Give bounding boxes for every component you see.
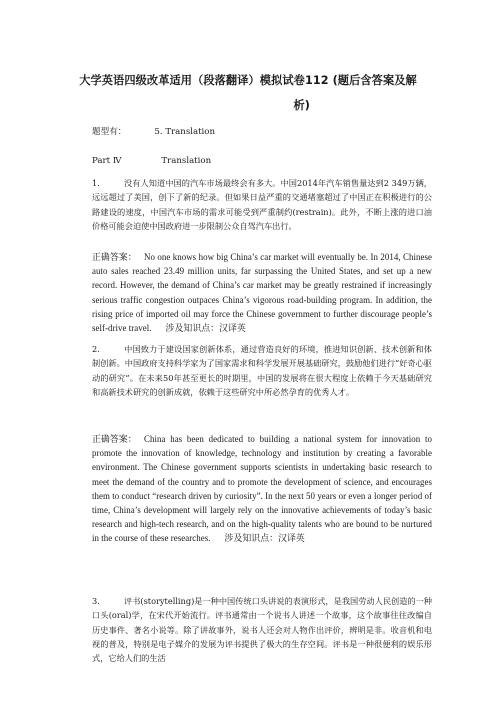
question-type-label: 题型有： [92, 127, 127, 137]
question-number: 2. [92, 344, 100, 354]
answer-1 [92, 250, 432, 335]
question-text: 评书(storytelling)是一种中国传统口头讲说的表演形式，是我国劳动人民创造的一种口头(oral)学，在宋代开始流行。评书通常由一个说书人讲述一个故事，这个故事往往改编自历史事件、著名小说等。除了讲故事外，说书人还会对人物作出评价，辨明是非。收音机和电视的普及，特别是电子媒介的发展为评书提供了极大的生存空间。评书是一种很便利的娱乐形式，它给人们的生活 [92, 596, 432, 664]
answer-text: China has been dedicated to building a national system for innovation to promote the innovation of knowledge, technology and institution by creating a favorable environment. The Chinese government supports scientists in undertaking basic research to meet the demand of the country and to promote the development of science, and encourages them to conduct “research driven by curiosity”. In the next 50 years or even a longer period of time, China’s development will largely rely on the innovative achievements of today’s basic research and high-tech research, and on the high-quality talents who are bound to be nurtured in the course of these researches. [92, 434, 432, 544]
document-title [60, 68, 436, 118]
part-row [92, 155, 211, 167]
knowledge-tag: 涉及知识点：汉译英 [165, 323, 246, 334]
answer-label: 正确答案： [92, 252, 137, 262]
question-number: 3. [92, 596, 100, 606]
question-1 [92, 176, 432, 233]
question-type-value: 5. Translation [154, 127, 216, 137]
answer-text: No one knows how big China’s car market will eventually be. In 2014, Chinese auto sales reached 23.49 million units, far surpassing the United States, and set up a new record. However, the demand of China’s car market may be greatly restrained if increasingly serious traffic congestion outpaces China’s vigorous road-building program. In addition, the rising price of imported oil may force the Chinese government to further discourage people’s self-drive travel. [92, 252, 432, 334]
question-3 [92, 594, 432, 665]
question-text: 没有人知道中国的汽车市场最终会有多大。中国2014年汽车销售量达到2 349万辆，远远超过了美国，创下了新的纪录。但如果日益严重的交通堵塞超过了中国正在积极进行的公路建设的速度，中国汽车市场的需求可能受到严重制约(restrain)。此外，不断上涨的进口油价格可能会迫使中国政府进一步限制公众自驾汽车出行。 [92, 178, 432, 231]
question-text: 中国致力于建设国家创新体系，通过营造良好的环境，推进知识创新、技术创新和体制创新。中国政府支持科学家为了国家需求和科学发展开展基础研究，鼓励他们进行“好奇心驱动的研究”。在未来50年甚至更长的时期里，中国的发展将在很大程度上依赖于今天基础研究和高新技术研究的创新成就，依赖于这些研究中所必然孕育的优秀人才。 [92, 344, 432, 397]
question-number: 1. [92, 178, 100, 188]
part-value: Translation [161, 156, 212, 166]
question-2 [92, 342, 432, 399]
title-line-1: 大学英语四级改革适用（段落翻译）模拟试卷112 (题后含答案及解 [79, 74, 417, 87]
title-line-2: 析) [293, 99, 310, 112]
answer-label: 正确答案： [92, 434, 137, 444]
part-label: Part Ⅳ [92, 156, 122, 166]
question-type-row [92, 126, 215, 138]
answer-2 [92, 432, 432, 546]
knowledge-tag: 涉及知识点：汉译英 [224, 533, 305, 544]
